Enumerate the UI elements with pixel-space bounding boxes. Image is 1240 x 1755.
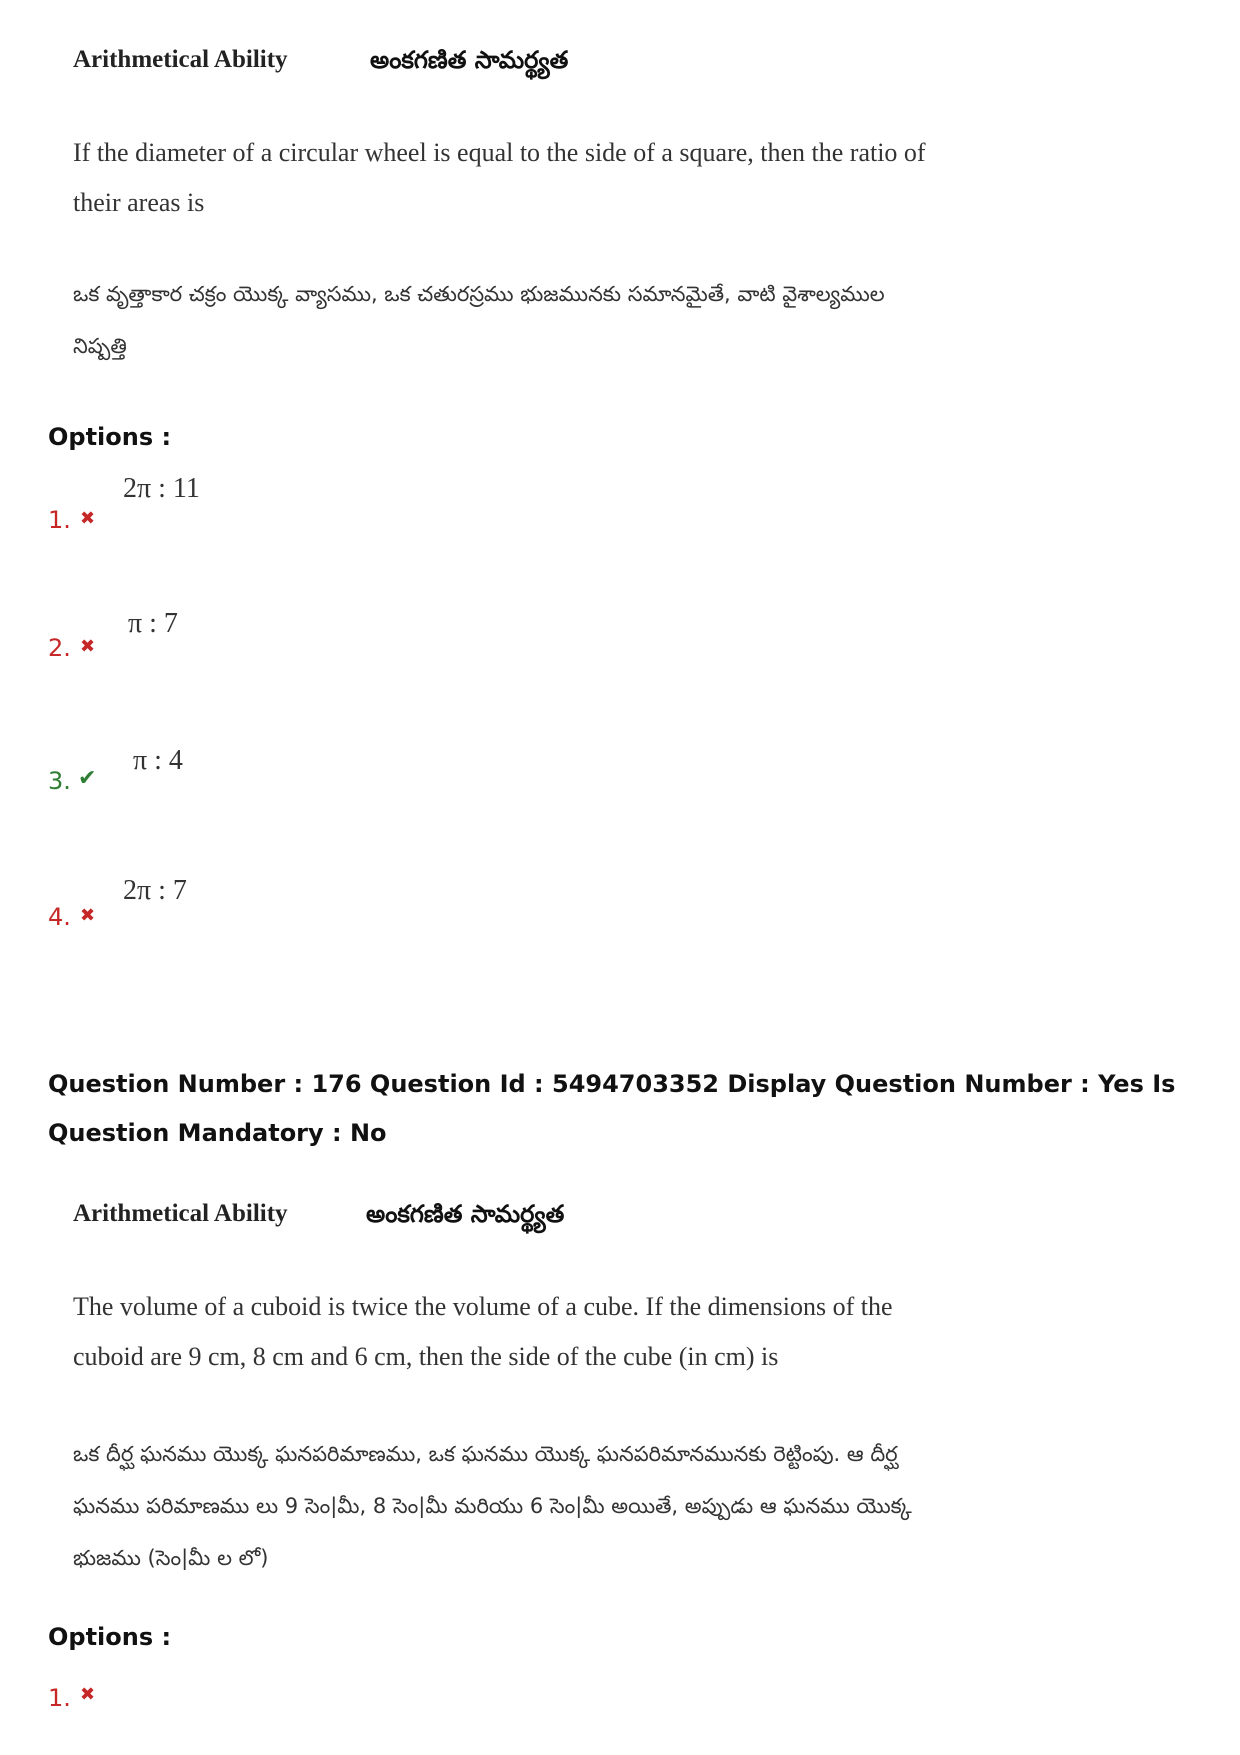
question-text-english: If the diameter of a circular wheel is equal to the side of a square, then the ratio of their areas is xyxy=(73,138,926,217)
subject-english: Arithmetical Ability xyxy=(73,46,288,73)
question-text-telugu: ఒక వృత్తాకార చక్రం యొక్క వ్యాసము, ఒక చతురస్రము భుజమునకు సమానమైతే, వాటి వైశాల్యముల నిష్పత్తి xyxy=(73,282,885,358)
question-text-telugu: ఒక దీర్ఘ ఘనము యొక్క ఘనపరిమాణము, ఒక ఘనము యొక్క ఘనపరిమానమునకు రెట్టింపు. ఆ దీర్ఘ ఘనము పరిమాణము లు 9 సెం|మీ, 8 సెం|మీ మరియు 6 సెం|మీ అయితే, అప్పుడు ఆ ఘనము యొక్క భుజము (సెం|మీ ల లో) xyxy=(73,1442,912,1570)
option-number: 2. xyxy=(48,634,71,662)
option-value: π : 4 xyxy=(133,745,183,776)
option-number: 1. xyxy=(48,506,71,534)
subject-english: Arithmetical Ability xyxy=(73,1200,288,1227)
subject-telugu: అంకగణిత సామర్థ్యత xyxy=(366,1200,565,1228)
option-number: 3. xyxy=(48,767,71,795)
option-number: 1. xyxy=(48,1684,71,1712)
option-number: 4. xyxy=(48,903,71,931)
cross-icon: ✖ xyxy=(80,905,96,926)
cross-icon: ✖ xyxy=(80,508,96,529)
cross-icon: ✖ xyxy=(80,636,96,657)
check-icon: ✔ xyxy=(78,766,97,791)
option-value: 2π : 7 xyxy=(123,875,187,906)
option-value: 2π : 11 xyxy=(123,473,200,504)
subject-telugu: అంకగణిత సామర్థ్యత xyxy=(370,46,569,74)
cross-icon: ✖ xyxy=(80,1684,96,1705)
question-text-english: The volume of a cuboid is twice the volume of a cube. If the dimensions of the cuboid are 9 cm, 8 cm and 6 cm, then the side of the cube (in cm) is xyxy=(73,1292,893,1371)
option-value: π : 7 xyxy=(128,608,178,639)
options-label: Options : xyxy=(48,423,172,451)
question-meta: Question Number : 176 Question Id : 5494703352 Display Question Number : Yes Is Question Mandatory : No xyxy=(48,1070,1176,1147)
options-label: Options : xyxy=(48,1623,172,1651)
